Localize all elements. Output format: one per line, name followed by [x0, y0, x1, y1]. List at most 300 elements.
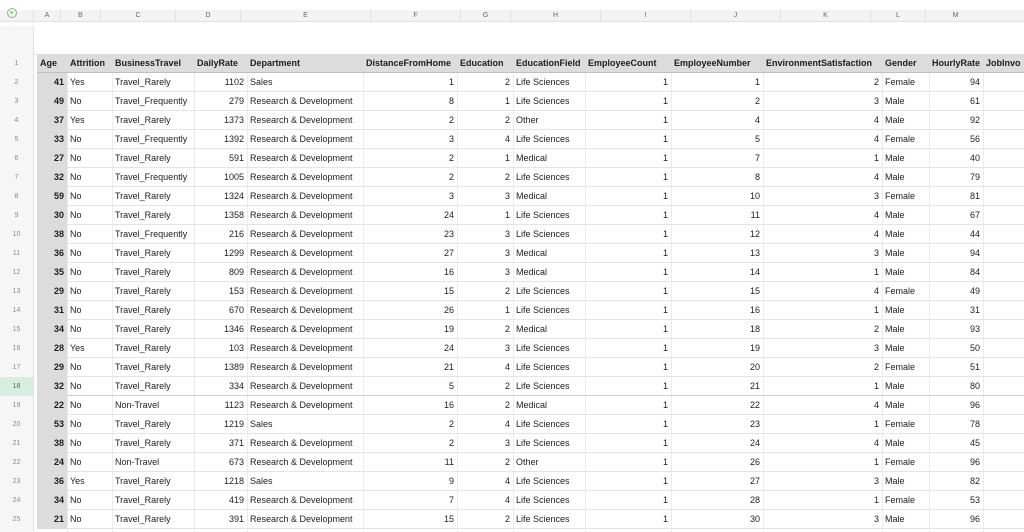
row-number[interactable]: 9 [14, 212, 19, 219]
cell[interactable]: Life Sciences [516, 381, 570, 391]
cell[interactable]: 1358 [223, 210, 244, 220]
cell[interactable]: 2 [448, 438, 454, 448]
cell[interactable]: 4 [754, 115, 760, 125]
cell[interactable]: 15 [443, 286, 454, 296]
cell[interactable]: 279 [228, 96, 244, 106]
cell[interactable]: 2 [448, 419, 454, 429]
row-number[interactable]: 10 [12, 231, 21, 238]
cell[interactable]: 26 [443, 305, 454, 315]
cell[interactable]: Travel_Rarely [115, 476, 171, 486]
cell[interactable]: 96 [969, 457, 980, 467]
cell[interactable]: 34 [37, 491, 67, 510]
cell[interactable]: 23 [443, 229, 454, 239]
cell[interactable]: Research & Development [250, 248, 353, 258]
row-number[interactable]: 13 [12, 288, 21, 295]
cell[interactable]: 1219 [223, 419, 244, 429]
column-header-employeenumber[interactable]: EmployeeNumber [674, 58, 751, 68]
cell[interactable]: 3 [504, 248, 510, 258]
cell[interactable]: 27 [37, 149, 67, 168]
cell[interactable]: Travel_Rarely [115, 514, 171, 524]
cell[interactable]: Travel_Rarely [115, 191, 171, 201]
cell[interactable]: Male [885, 210, 905, 220]
cell[interactable]: 3 [873, 514, 879, 524]
cell[interactable]: 1 [504, 305, 510, 315]
cell[interactable]: Yes [70, 77, 85, 87]
cell[interactable]: 1 [662, 381, 668, 391]
cell[interactable]: Female [885, 134, 916, 144]
cell[interactable]: 1 [662, 286, 668, 296]
cell[interactable]: Non-Travel [115, 457, 160, 467]
cell[interactable]: 82 [969, 476, 980, 486]
cell[interactable]: 1 [662, 400, 668, 410]
cell[interactable]: 16 [749, 305, 760, 315]
cell[interactable]: Medical [516, 191, 548, 201]
cell[interactable]: Medical [516, 400, 548, 410]
column-header-education[interactable]: Education [460, 58, 504, 68]
row-number[interactable]: 14 [12, 307, 21, 314]
cell[interactable]: 1 [873, 495, 879, 505]
column-letter-j[interactable]: J [690, 10, 780, 21]
cell[interactable]: 1373 [223, 115, 244, 125]
cell[interactable]: 1 [873, 153, 879, 163]
cell[interactable]: Life Sciences [516, 77, 570, 87]
cell[interactable]: 2 [504, 514, 510, 524]
column-header-dailyrate[interactable]: DailyRate [197, 58, 239, 68]
cell[interactable]: 3 [504, 229, 510, 239]
cell[interactable]: 4 [873, 286, 879, 296]
cell[interactable]: 2 [873, 77, 879, 87]
cell[interactable]: 3 [873, 191, 879, 201]
cell[interactable]: 81 [969, 191, 980, 201]
cell[interactable]: 1 [662, 229, 668, 239]
cell[interactable]: 1005 [223, 172, 244, 182]
cell[interactable]: 24 [749, 438, 760, 448]
cell[interactable]: 14 [749, 267, 760, 277]
cell[interactable]: 4 [504, 362, 510, 372]
cell[interactable]: Travel_Frequently [115, 172, 188, 182]
cell[interactable]: No [70, 286, 82, 296]
cell[interactable]: Male [885, 343, 905, 353]
cell[interactable]: Research & Development [250, 457, 353, 467]
cell[interactable]: 35 [37, 263, 67, 282]
cell[interactable]: No [70, 229, 82, 239]
cell[interactable]: No [70, 400, 82, 410]
cell[interactable]: 1 [662, 267, 668, 277]
cell[interactable]: 23 [749, 419, 760, 429]
cell[interactable]: Male [885, 381, 905, 391]
cell[interactable]: 2 [873, 324, 879, 334]
cell[interactable]: Life Sciences [516, 229, 570, 239]
cell[interactable]: 13 [749, 248, 760, 258]
cell[interactable]: 371 [228, 438, 244, 448]
cell[interactable]: No [70, 153, 82, 163]
column-header-hourlyrate[interactable]: HourlyRate [932, 58, 981, 68]
cell[interactable]: Male [885, 267, 905, 277]
cell[interactable]: Female [885, 457, 916, 467]
row-number[interactable]: 4 [14, 117, 19, 124]
cell[interactable]: 2 [504, 286, 510, 296]
cell[interactable]: 3 [504, 438, 510, 448]
cell[interactable]: 1 [873, 457, 879, 467]
column-header-businesstravel[interactable]: BusinessTravel [115, 58, 182, 68]
cell[interactable]: 8 [448, 96, 454, 106]
cell[interactable]: 44 [969, 229, 980, 239]
cell[interactable]: 1 [662, 96, 668, 106]
cell[interactable]: 2 [448, 153, 454, 163]
row-number[interactable]: 20 [12, 421, 21, 428]
cell[interactable]: Research & Development [250, 381, 353, 391]
cell[interactable]: Male [885, 229, 905, 239]
cell[interactable]: 1 [662, 134, 668, 144]
cell[interactable]: 1 [662, 514, 668, 524]
cell[interactable]: 334 [228, 381, 244, 391]
cell[interactable]: Research & Development [250, 305, 353, 315]
cell[interactable]: 5 [754, 134, 760, 144]
cell[interactable]: 53 [969, 495, 980, 505]
cell[interactable]: 1299 [223, 248, 244, 258]
cell[interactable]: 36 [37, 244, 67, 263]
cell[interactable]: Male [885, 324, 905, 334]
cell[interactable]: Life Sciences [516, 419, 570, 429]
row-number[interactable]: 22 [12, 459, 21, 466]
cell[interactable]: Other [516, 457, 539, 467]
cell[interactable]: No [70, 495, 82, 505]
cell[interactable]: 2 [504, 381, 510, 391]
cell[interactable]: Travel_Rarely [115, 381, 171, 391]
cell[interactable]: 673 [228, 457, 244, 467]
cell[interactable]: Life Sciences [516, 514, 570, 524]
cell[interactable]: Travel_Rarely [115, 153, 171, 163]
cell[interactable]: Travel_Frequently [115, 96, 188, 106]
cell[interactable]: 1 [662, 210, 668, 220]
cell[interactable]: 10 [749, 191, 760, 201]
cell[interactable]: 2 [504, 324, 510, 334]
cell[interactable]: No [70, 172, 82, 182]
cell[interactable]: 1 [662, 115, 668, 125]
cell[interactable]: 391 [228, 514, 244, 524]
cell[interactable]: 50 [969, 343, 980, 353]
cell[interactable]: Male [885, 248, 905, 258]
cell[interactable]: No [70, 362, 82, 372]
cell[interactable]: 21 [443, 362, 454, 372]
cell[interactable]: No [70, 305, 82, 315]
cell[interactable]: 216 [228, 229, 244, 239]
cell[interactable]: 16 [443, 400, 454, 410]
cell[interactable]: 4 [504, 495, 510, 505]
cell[interactable]: Life Sciences [516, 343, 570, 353]
cell[interactable]: 20 [749, 362, 760, 372]
cell[interactable]: 93 [969, 324, 980, 334]
cell[interactable]: Life Sciences [516, 305, 570, 315]
cell[interactable]: Research & Development [250, 115, 353, 125]
cell[interactable]: 1 [754, 77, 760, 87]
cell[interactable]: 49 [969, 286, 980, 296]
column-header-age[interactable]: Age [40, 58, 58, 68]
row-number[interactable]: 6 [14, 155, 19, 162]
cell[interactable]: Life Sciences [516, 476, 570, 486]
cell[interactable]: 1102 [224, 77, 244, 87]
cell[interactable]: 19 [443, 324, 454, 334]
cell[interactable]: 21 [749, 381, 760, 391]
cell[interactable]: 3 [873, 248, 879, 258]
column-header-attrition[interactable]: Attrition [70, 58, 105, 68]
cell[interactable]: 45 [969, 438, 980, 448]
cell[interactable]: Travel_Rarely [115, 77, 171, 87]
cell[interactable]: No [70, 324, 82, 334]
cell[interactable]: 2 [504, 172, 510, 182]
cell[interactable]: 61 [969, 96, 980, 106]
column-letter-h[interactable]: H [510, 10, 600, 21]
cell[interactable]: 78 [969, 419, 980, 429]
cell[interactable]: 30 [749, 514, 760, 524]
cell[interactable]: 92 [969, 115, 980, 125]
cell[interactable]: Travel_Rarely [115, 286, 171, 296]
cell[interactable]: 1 [662, 438, 668, 448]
cell[interactable]: 26 [749, 457, 760, 467]
cell[interactable]: 1218 [223, 476, 244, 486]
cell[interactable]: Research & Development [250, 514, 353, 524]
cell[interactable]: Research & Development [250, 134, 353, 144]
cell[interactable]: No [70, 419, 82, 429]
cell[interactable]: 1392 [223, 134, 244, 144]
cell[interactable]: 33 [37, 130, 67, 149]
cell[interactable]: Male [885, 96, 905, 106]
cell[interactable]: 3 [873, 343, 879, 353]
cell[interactable]: 3 [873, 476, 879, 486]
cell[interactable]: Life Sciences [516, 96, 570, 106]
cell[interactable]: 18 [749, 324, 760, 334]
cell[interactable]: Life Sciences [516, 172, 570, 182]
cell[interactable]: 1 [662, 343, 668, 353]
cell[interactable]: Research & Development [250, 191, 353, 201]
column-letter-l[interactable]: L [870, 10, 925, 21]
cell[interactable]: Research & Development [250, 362, 353, 372]
cell[interactable]: 670 [228, 305, 244, 315]
column-header-employeecount[interactable]: EmployeeCount [588, 58, 657, 68]
cell[interactable]: 67 [969, 210, 980, 220]
row-number[interactable]: 2 [14, 79, 19, 86]
cell[interactable]: No [70, 381, 82, 391]
cell[interactable]: Travel_Rarely [115, 115, 171, 125]
cell[interactable]: Travel_Frequently [115, 134, 188, 144]
row-number[interactable]: 25 [12, 516, 21, 523]
cell[interactable]: Travel_Rarely [115, 343, 171, 353]
row-number[interactable]: 12 [12, 269, 21, 276]
cell[interactable]: 2 [504, 400, 510, 410]
row-number[interactable]: 7 [14, 174, 19, 181]
cell[interactable]: 96 [969, 400, 980, 410]
cell[interactable]: Female [885, 77, 916, 87]
cell[interactable]: 1 [873, 305, 879, 315]
cell[interactable]: 15 [749, 286, 760, 296]
cell[interactable]: Male [885, 115, 905, 125]
cell[interactable]: 1 [662, 476, 668, 486]
cell[interactable]: 3 [448, 134, 454, 144]
row-number[interactable]: 15 [12, 326, 21, 333]
cell[interactable]: 21 [37, 510, 67, 529]
cell[interactable]: Life Sciences [516, 438, 570, 448]
cell[interactable]: 29 [37, 358, 67, 377]
cell[interactable]: No [70, 438, 82, 448]
cell[interactable]: Other [516, 115, 539, 125]
cell[interactable]: Research & Development [250, 438, 353, 448]
cell[interactable]: 2 [504, 457, 510, 467]
cell[interactable]: 4 [873, 134, 879, 144]
cell[interactable]: Research & Development [250, 172, 353, 182]
cell[interactable]: 11 [444, 457, 454, 467]
cell[interactable]: 153 [228, 286, 244, 296]
cell[interactable]: Travel_Rarely [115, 324, 171, 334]
column-letter-i[interactable]: I [600, 10, 690, 21]
cell[interactable]: Medical [516, 153, 548, 163]
cell[interactable]: 1 [662, 324, 668, 334]
column-letter-m[interactable]: M [925, 10, 985, 21]
cell[interactable]: 12 [749, 229, 760, 239]
cell[interactable]: 4 [873, 400, 879, 410]
cell[interactable]: Female [885, 362, 916, 372]
cell[interactable]: 80 [969, 381, 980, 391]
cell[interactable]: 1 [504, 210, 510, 220]
cell[interactable]: Yes [70, 343, 85, 353]
cell[interactable]: Travel_Rarely [115, 362, 171, 372]
cell[interactable]: 29 [37, 282, 67, 301]
cell[interactable]: 4 [873, 438, 879, 448]
cell[interactable]: Sales [250, 77, 273, 87]
cell[interactable]: 9 [448, 476, 454, 486]
cell[interactable]: Research & Development [250, 153, 353, 163]
cell[interactable]: Male [885, 172, 905, 182]
cell[interactable]: 16 [443, 267, 454, 277]
cell[interactable]: Travel_Frequently [115, 229, 188, 239]
cell[interactable]: Male [885, 400, 905, 410]
cell[interactable]: Yes [70, 115, 85, 125]
cell[interactable]: 809 [228, 267, 244, 277]
cell[interactable]: Research & Development [250, 495, 353, 505]
cell[interactable]: 5 [448, 381, 454, 391]
cell[interactable]: 34 [37, 320, 67, 339]
cell[interactable]: Sales [250, 476, 273, 486]
cell[interactable]: 1 [448, 77, 454, 87]
row-number[interactable]: 8 [14, 193, 19, 200]
column-header-environmentsatisfaction[interactable]: EnvironmentSatisfaction [766, 58, 873, 68]
cell[interactable]: 7 [448, 495, 454, 505]
cell[interactable]: Medical [516, 267, 548, 277]
cell[interactable]: 1389 [223, 362, 244, 372]
cell[interactable]: No [70, 248, 82, 258]
row-number[interactable]: 19 [12, 402, 21, 409]
cell[interactable]: Research & Development [250, 210, 353, 220]
cell[interactable]: Medical [516, 248, 548, 258]
cell[interactable]: 94 [969, 248, 980, 258]
row-number[interactable]: 3 [14, 98, 19, 105]
cell[interactable]: Male [885, 153, 905, 163]
cell[interactable]: Travel_Rarely [115, 305, 171, 315]
cell[interactable]: Female [885, 286, 916, 296]
column-letter-e[interactable]: E [240, 10, 370, 21]
cell[interactable]: 53 [37, 415, 67, 434]
cell[interactable]: No [70, 210, 82, 220]
cell[interactable]: Female [885, 495, 916, 505]
cell[interactable]: 1 [662, 305, 668, 315]
row-number[interactable]: 16 [12, 345, 21, 352]
cell[interactable]: 1 [873, 381, 879, 391]
cell[interactable]: 3 [504, 191, 510, 201]
row-number[interactable]: 11 [12, 250, 21, 257]
cell[interactable]: No [70, 457, 82, 467]
cell[interactable]: No [70, 96, 82, 106]
cell[interactable]: 1123 [224, 400, 244, 410]
cell[interactable]: No [70, 134, 82, 144]
cell[interactable]: Life Sciences [516, 362, 570, 372]
cell[interactable]: 4 [873, 115, 879, 125]
cell[interactable]: 40 [969, 153, 980, 163]
cell[interactable]: Travel_Rarely [115, 495, 171, 505]
column-letter-d[interactable]: D [175, 10, 240, 21]
cell[interactable]: 37 [37, 111, 67, 130]
cell[interactable]: Female [885, 191, 916, 201]
cell[interactable]: 84 [969, 267, 980, 277]
cell[interactable]: Life Sciences [516, 495, 570, 505]
column-header-gender[interactable]: Gender [885, 58, 917, 68]
cell[interactable]: 4 [873, 210, 879, 220]
cell[interactable]: 1 [662, 77, 668, 87]
cell[interactable]: 2 [873, 362, 879, 372]
cell[interactable]: 41 [37, 73, 67, 92]
cell[interactable]: 24 [37, 453, 67, 472]
cell[interactable]: 4 [504, 134, 510, 144]
cell[interactable]: Life Sciences [516, 210, 570, 220]
column-letter-c[interactable]: C [100, 10, 175, 21]
cell[interactable]: 31 [37, 301, 67, 320]
column-header-educationfield[interactable]: EducationField [516, 58, 581, 68]
cell[interactable]: 22 [749, 400, 760, 410]
cell[interactable]: 2 [504, 115, 510, 125]
row-number[interactable]: 21 [12, 440, 21, 447]
cell[interactable]: 32 [37, 377, 67, 396]
cell[interactable]: 2 [448, 115, 454, 125]
cell[interactable]: 28 [749, 495, 760, 505]
cell[interactable]: 1 [662, 191, 668, 201]
cell[interactable]: 15 [443, 514, 454, 524]
cell[interactable]: 27 [443, 248, 454, 258]
cell[interactable]: 96 [969, 514, 980, 524]
cell[interactable]: 1 [504, 96, 510, 106]
column-header-department[interactable]: Department [250, 58, 301, 68]
cell[interactable]: 1 [662, 495, 668, 505]
cell[interactable]: Research & Development [250, 96, 353, 106]
cell[interactable]: Yes [70, 476, 85, 486]
cell[interactable]: Female [885, 419, 916, 429]
cell[interactable]: Medical [516, 324, 548, 334]
row-number[interactable]: 23 [12, 478, 21, 485]
cell[interactable]: 38 [37, 225, 67, 244]
cell[interactable]: No [70, 191, 82, 201]
cell[interactable]: 1 [873, 419, 879, 429]
cell[interactable]: 7 [754, 153, 760, 163]
cell[interactable]: Travel_Rarely [115, 210, 171, 220]
cell[interactable]: No [70, 267, 82, 277]
cell[interactable]: 2 [448, 172, 454, 182]
cell[interactable]: Sales [250, 419, 273, 429]
column-letter-f[interactable]: F [370, 10, 460, 21]
cell[interactable]: 32 [37, 168, 67, 187]
column-letter-g[interactable]: G [460, 10, 510, 21]
cell[interactable]: 2 [754, 96, 760, 106]
row-number[interactable]: 5 [14, 136, 19, 143]
cell[interactable]: 8 [754, 172, 760, 182]
cell[interactable]: 4 [504, 419, 510, 429]
column-letter-b[interactable]: B [60, 10, 100, 21]
